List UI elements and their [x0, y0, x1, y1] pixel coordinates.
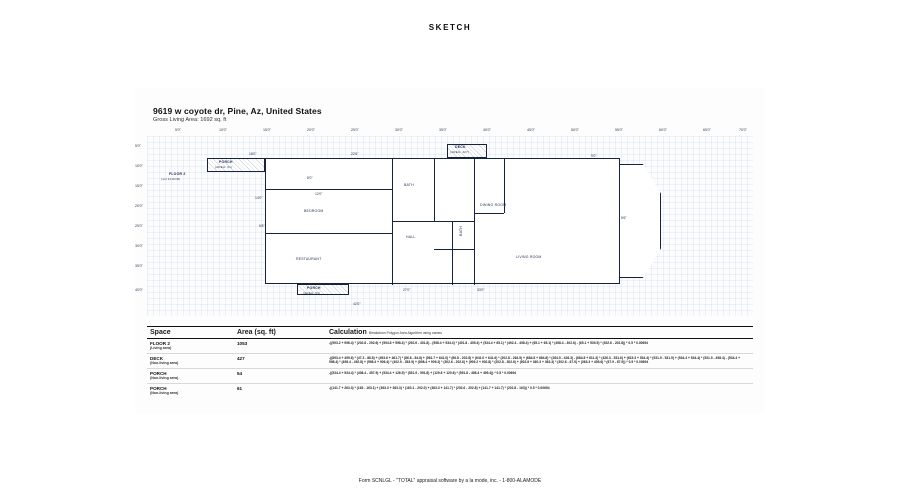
dimension: 9'0"	[591, 154, 597, 158]
dimension: 22'6"	[351, 152, 359, 156]
ruler-tick: 5'0"	[135, 144, 141, 148]
row-area: 1053	[237, 341, 248, 346]
ruler-tick: 10'0"	[135, 164, 143, 168]
col-header-calculation-sub: Breakdown Polygon Area Algorithm using names	[368, 331, 443, 335]
form-footer: Form SCNLGL - "TOTAL" appraisal software by a la mode, inc. - 1-800-ALAMODE	[358, 478, 542, 484]
property-address: 9619 w coyote dr, Pine, Az, United States	[153, 106, 322, 116]
label-porch-2: PORCH	[307, 286, 321, 290]
ruler-tick: 15'0"	[263, 128, 271, 132]
ruler-tick: 30'0"	[135, 244, 143, 248]
ruler-tick: 15'0"	[135, 184, 143, 188]
ruler-tick: 35'0"	[439, 128, 447, 132]
label-floor2: FLOOR 2	[169, 172, 186, 176]
dimension: 27'0"	[403, 288, 411, 292]
interior-wall	[266, 233, 392, 234]
dimension: 18'0"	[249, 152, 257, 156]
space-name: PORCH	[150, 386, 167, 391]
ruler-tick: 50'0"	[571, 128, 579, 132]
ruler-tick: 40'0"	[483, 128, 491, 132]
space-type: (Non-living area)	[150, 361, 179, 365]
ruler-tick: 5'0"	[175, 128, 181, 132]
dimension: 33'0"	[477, 288, 485, 292]
col-header-calculation	[329, 329, 753, 336]
dimension: 12'0"	[315, 192, 323, 196]
interior-wall	[434, 159, 435, 221]
label-porch-1-sub: (AREA: 61)	[215, 165, 233, 169]
floor-plan-drawing	[147, 136, 753, 316]
ruler-tick: 65'0"	[703, 128, 711, 132]
interior-wall	[474, 159, 475, 285]
sketch-sheet	[135, 88, 765, 413]
ruler-tick: 45'0"	[527, 128, 535, 132]
room-label-bath: BATH	[404, 183, 414, 187]
room-label-dining-room: DINING ROOM	[480, 203, 507, 207]
row-area: 54	[237, 371, 243, 376]
room-label-restaurant: RESTAURANT	[296, 257, 322, 261]
ruler-tick: 25'0"	[351, 128, 359, 132]
interior-wall	[434, 249, 474, 250]
interior-wall	[452, 221, 453, 285]
label-floor2-sub: (1st FLOOR)	[161, 177, 181, 181]
table-row	[147, 354, 753, 369]
bay-window-outline	[613, 164, 661, 278]
ruler-tick: 20'0"	[135, 204, 143, 208]
row-space	[147, 356, 237, 365]
room-label-bath-2: BATH	[458, 226, 463, 236]
row-calculation: -((893.4 + 499.6) * (47.3 - 86.8) + (493.6 + 461.7) * (86.8 - 84.8) + (561.7 + 641.0) * (86.8 - 202.8) + (641.0 + 641.6) * (202.8 - 264.5) + (684.8 + 684.8) * (264.5 - 426.3) - (684.8 + 611.3) * (426.3 - 531.6) + (615.3 + 534.4) * (531.9 - 531.9) + (534.4 + 534.4) * (531.9 - 498.4) - (534.4 + 598.4) * (498.4 - 492.8) + (598.4 + 906.4) * (402.9 - 353.9) + (898.4 + 909.2) * (302.6 - 202.6) + (909.2 + 902.8) * (202.8 - 302.6) + (902.8 + 360.3 + 363.3) * (302.6 - 67.9) + (363.3 + 495.6) * (67.9 - 67.9)) * 0.5 * 0.00694	[329, 356, 740, 365]
row-area: 427	[237, 356, 245, 361]
ruler-tick: 70'0"	[739, 128, 747, 132]
space-name: DECK	[150, 356, 164, 361]
dimension: 6'8"	[259, 224, 265, 228]
row-calculation: -((534.4 + 534.4) * (408.4 - 457.9) + (534.4 + 126.5) * (531.9 - 591.8) + (129.6 + 120.6) * (591.8 - 498.4 + 499.4)) * 0.5 * 0.00694	[329, 371, 517, 375]
room-label-hall: HALL	[406, 235, 416, 239]
label-porch-1: PORCH	[219, 160, 233, 164]
space-type: (Living area)	[150, 346, 172, 350]
dimension: 42'0"	[353, 302, 361, 306]
interior-wall	[474, 213, 504, 214]
table-row	[147, 369, 753, 384]
page-title: SKETCH	[428, 23, 472, 32]
dimension: 5'6"	[621, 216, 627, 220]
table-row	[147, 384, 753, 398]
room-label-living-room: LIVING ROOM	[516, 255, 542, 259]
label-deck-sub: (AREA: 427)	[450, 150, 470, 154]
table-header-row	[147, 326, 753, 339]
interior-wall	[392, 221, 474, 222]
space-name: FLOOR 2	[150, 341, 170, 346]
room-label-bedroom: BEDROOM	[304, 209, 324, 213]
ruler-tick: 30'0"	[395, 128, 403, 132]
interior-wall	[392, 159, 393, 285]
col-header-calculation-label: Calculation	[329, 329, 367, 336]
col-header-space: Space	[150, 329, 171, 336]
property-header	[153, 106, 322, 123]
space-name: PORCH	[150, 371, 167, 376]
ruler-tick: 20'0"	[307, 128, 315, 132]
ruler-tick: 60'0"	[659, 128, 667, 132]
ruler-tick: 55'0"	[615, 128, 623, 132]
row-calculation: -((141.7 + 263.3) * (163 - 163.1) + (363.3 + 363.3) * (163.1 - 202.0) + (363.3 + 141.7) * (202.6 - 202.8) + (141.7 + 141.7) * (202.8 - 163)) * 0.5 * 0.00694	[329, 386, 550, 390]
table-row	[147, 339, 753, 354]
dimension: 14'0"	[255, 196, 263, 200]
ruler-tick: 10'0"	[219, 128, 227, 132]
space-type: (Non-living area)	[150, 391, 179, 395]
col-header-area: Area (sq. ft)	[237, 329, 276, 336]
house-outline	[265, 158, 620, 284]
row-area: 61	[237, 386, 243, 391]
row-space	[147, 386, 237, 395]
ruler-tick: 35'0"	[135, 264, 143, 268]
interior-wall	[266, 189, 392, 190]
dimension: 8'0"	[307, 176, 313, 180]
row-space	[147, 341, 237, 350]
ruler-tick: 40'0"	[135, 288, 143, 292]
ruler-tick: 25'0"	[135, 224, 143, 228]
row-space	[147, 371, 237, 380]
area-table	[147, 326, 753, 398]
space-type: (Non-living area)	[150, 376, 179, 380]
row-calculation: -((593.2 + 996.4) * (202.8 - 292.6) + (594.8 + 598.4) * (292.6 - 401.8) - (598.4 + 534.4) * (401.8 - 405.4) + (534.4 + 65.1) * (492.4 - 498.4) + (65.1 + 65.1) * (498.4 - 302.6) - (65.1 + 539.5) * (302.6 - 202.8)) * 0.5 * 0.00694	[329, 341, 648, 345]
label-deck: DECK	[455, 145, 466, 149]
gross-living-area: Gross Living Area: 1692 sq. ft	[153, 117, 227, 123]
label-porch-2-sub: (AREA: 54)	[303, 291, 321, 295]
